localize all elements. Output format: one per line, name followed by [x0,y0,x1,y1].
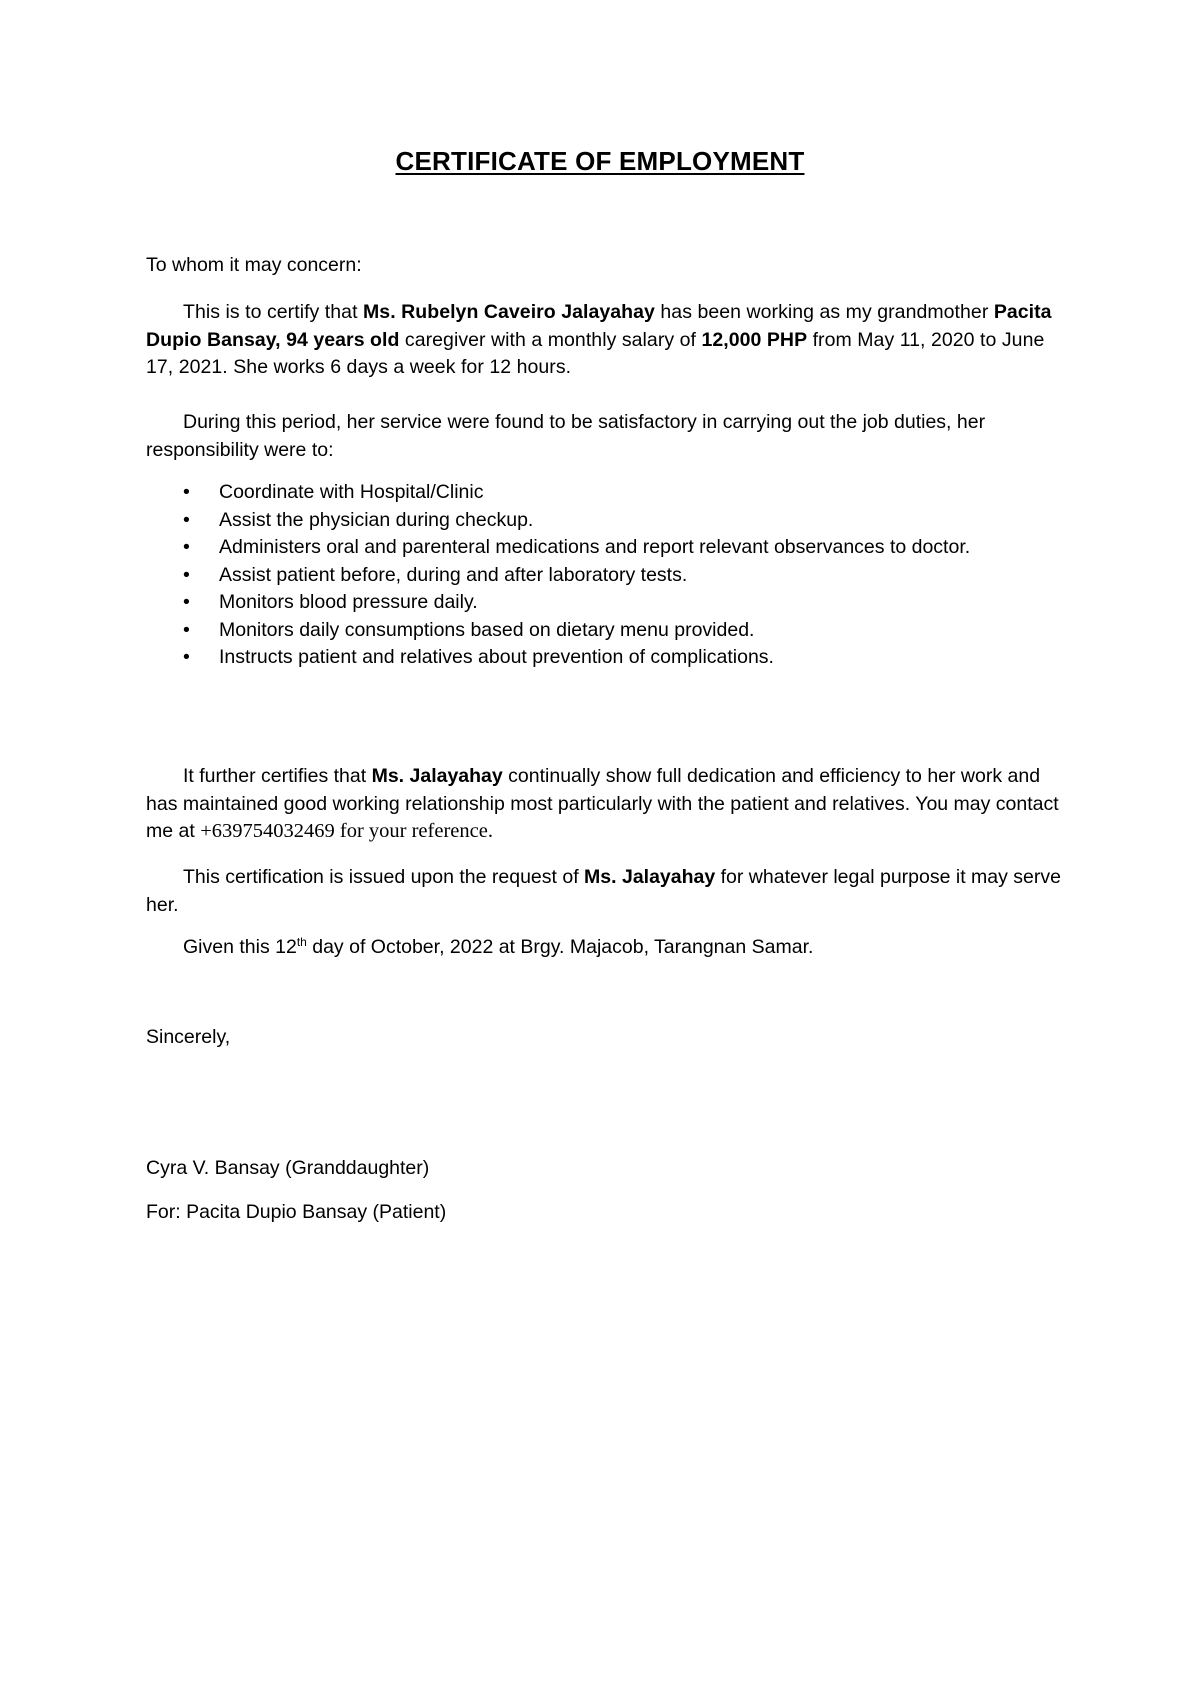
cert-text-3: caregiver with a monthly salary of [399,328,702,351]
signatory-name: Cyra V. Bansay (Granddaughter) [146,1157,430,1179]
salutation: To whom it may concern: [146,254,362,276]
patient-name-age: Pacita Dupio Bansay, 94 years old [146,301,1052,351]
list-item [146,507,1066,535]
bullet-icon: • [183,591,190,613]
duty-text: Monitors daily consumptions based on dietary menu provided. [219,618,755,641]
duty-text: Monitors blood pressure daily. [219,591,478,613]
dedication-text-1: It further certifies that [183,765,372,787]
requester-name: Ms. Jalayahay [584,866,716,888]
certification-paragraph [146,299,1066,382]
purpose-text-1: This certification is issued upon the request of [183,866,585,888]
duty-text: Assist the physician during checkup. [219,508,534,531]
list-item [146,589,1066,617]
list-item [146,479,1066,507]
bullet-icon: • [183,618,190,641]
list-item [146,617,1066,645]
closing: Sincerely, [146,1026,231,1048]
cert-text-2: has been working as my grandmother [654,301,994,323]
bullet-icon: • [183,563,190,586]
monthly-salary: 12,000 PHP [701,328,808,351]
bullet-icon: • [183,646,190,668]
duties-list [146,479,1066,672]
duty-text: Administers oral and parenteral medications and report relevant observances to doctor. [219,536,971,558]
contact-number: +639754032469 for your reference. [200,820,493,842]
duty-text: Coordinate with Hospital/Clinic [219,481,484,503]
purpose-paragraph [146,864,1066,919]
service-paragraph: During this period, her service were found to be satisfactory in carrying out the job duties, her responsibility were to: [146,411,986,461]
duty-text: Instructs patient and relatives about prevention of complications. [219,646,774,668]
dedication-text-2: continually show full dedication and efficiency to her work and has maintained good working relationship most particularly with the patient and relatives. You may contact me at [146,765,1059,842]
issue-date-text-1: Given this 12 [183,936,297,958]
bullet-icon: • [183,481,190,503]
dedication-paragraph [146,763,1066,846]
purpose-text-2: for whatever legal purpose it may serve her. [146,866,1061,916]
bullet-icon: • [183,536,190,558]
issue-date-text-2: day of October, 2022 at Brgy. Majacob, Tarangnan Samar. [306,936,814,958]
list-item [146,562,1066,590]
list-item [146,644,1066,672]
cert-text-1: This is to certify that [183,301,364,323]
issue-date-paragraph [146,934,1066,962]
on-behalf-line: For: Pacita Dupio Bansay (Patient) [146,1201,447,1223]
bullet-icon: • [183,508,190,531]
employee-name: Ms. Rubelyn Caveiro Jalayahay [363,301,655,323]
document-title: CERTIFICATE OF EMPLOYMENT [395,146,805,176]
duty-text: Assist patient before, during and after laboratory tests. [219,563,688,586]
list-item [146,534,1066,562]
cert-text-4: from May 11, 2020 to June 17, 2021. She works 6 days a week for 12 hours. [146,328,1045,378]
employee-short-name: Ms. Jalayahay [371,765,503,787]
ordinal-suffix: th [296,935,307,949]
